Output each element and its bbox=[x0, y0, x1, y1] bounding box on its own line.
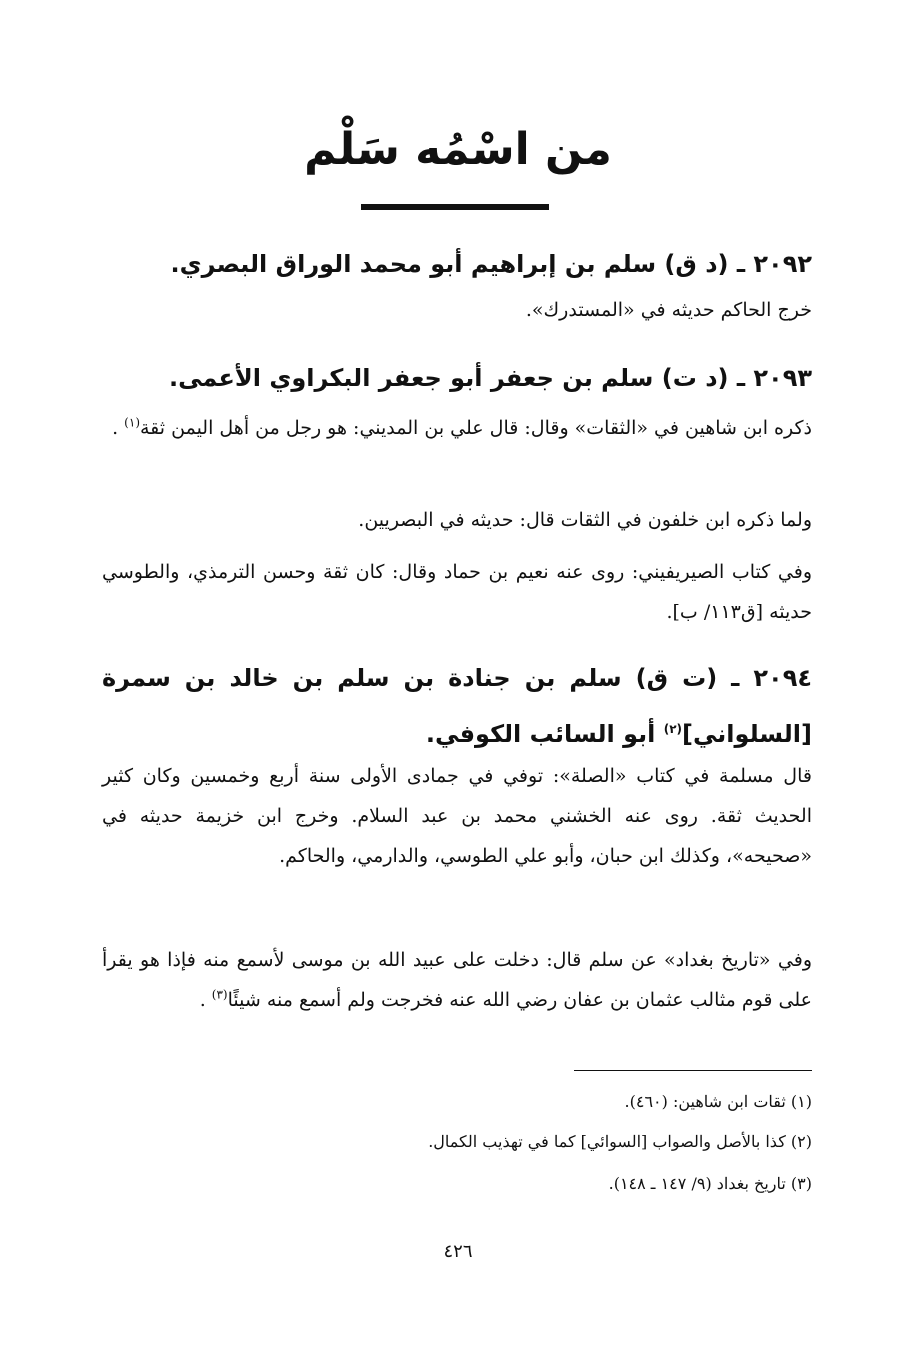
footnote-ref-2[interactable]: (٢) bbox=[663, 722, 683, 736]
footnote-ref-1[interactable]: (١) bbox=[124, 415, 140, 430]
entry-2093-paragraph-2: ولما ذكره ابن خلفون في الثقات قال: حديثه في البصريين. bbox=[358, 509, 812, 531]
entry-heading-2094: ٢٠٩٤ ـ (ت ق) سلم بن جنادة بن سلم بن خالد بن سمرة [السلواني]$^{(٢)}$ أبو السائب الكوفي. bbox=[102, 664, 812, 748]
page-number: ٤٢٦ bbox=[443, 1241, 473, 1262]
footnote-3: (٣) تاريخ بغداد (٩/ ١٤٧ ـ ١٤٨). bbox=[608, 1174, 812, 1193]
entry-2094-paragraph-2: وفي «تاريخ بغداد» عن سلم قال: دخلت على عبيد الله بن موسى لأسمع منه فإذا هو يقرأ على قوم مثالب عثمان بن عفان رضي الله عنه فخرجت ولم أسمع منه شيئًا$^{(٣)}$ . bbox=[102, 949, 812, 1011]
chapter-title: من اسْمُه سَلْم bbox=[304, 124, 612, 175]
entry-2094-paragraph-1: قال مسلمة في كتاب «الصلة»: توفي في جمادى الأولى سنة أربع وخمسين وكان كثير الحديث ثقة. روى عنه الخشني محمد بن عبد السلام. وخرج ابن خزيمة حديثه في «صحيحه»، وكذلك ابن حبان، وأبو علي الطوسي، والدارمي، والحاكم. bbox=[102, 765, 812, 867]
title-divider bbox=[361, 204, 549, 210]
entry-2093-paragraph-1: ذكره ابن شاهين في «الثقات» وقال: قال علي بن المديني: هو رجل من أهل اليمن ثقة$^{(١)}$ . bbox=[112, 415, 812, 439]
entry-2092-text: خرج الحاكم حديثه في «المستدرك». bbox=[525, 299, 812, 321]
entry-heading-2092: ٢٠٩٢ ـ (د ق) سلم بن إبراهيم أبو محمد الوراق البصري. bbox=[170, 250, 812, 278]
footnote-2: (٢) كذا بالأصل والصواب [السوائي] كما في تهذيب الكمال. bbox=[428, 1132, 812, 1151]
entry-2093-paragraph-3: وفي كتاب الصيريفيني: روى عنه نعيم بن حماد وقال: كان ثقة وحسن الترمذي، والطوسي حديثه [ق١١٣/ ب]. bbox=[102, 561, 812, 623]
footnote-1: (١) ثقات ابن شاهين: (٤٦٠). bbox=[624, 1092, 812, 1111]
footnote-separator bbox=[574, 1070, 812, 1071]
footnote-ref-3[interactable]: (٣) bbox=[211, 987, 228, 1002]
entry-heading-2093: ٢٠٩٣ ـ (د ت) سلم بن جعفر أبو جعفر البكراوي الأعمى. bbox=[169, 364, 812, 392]
